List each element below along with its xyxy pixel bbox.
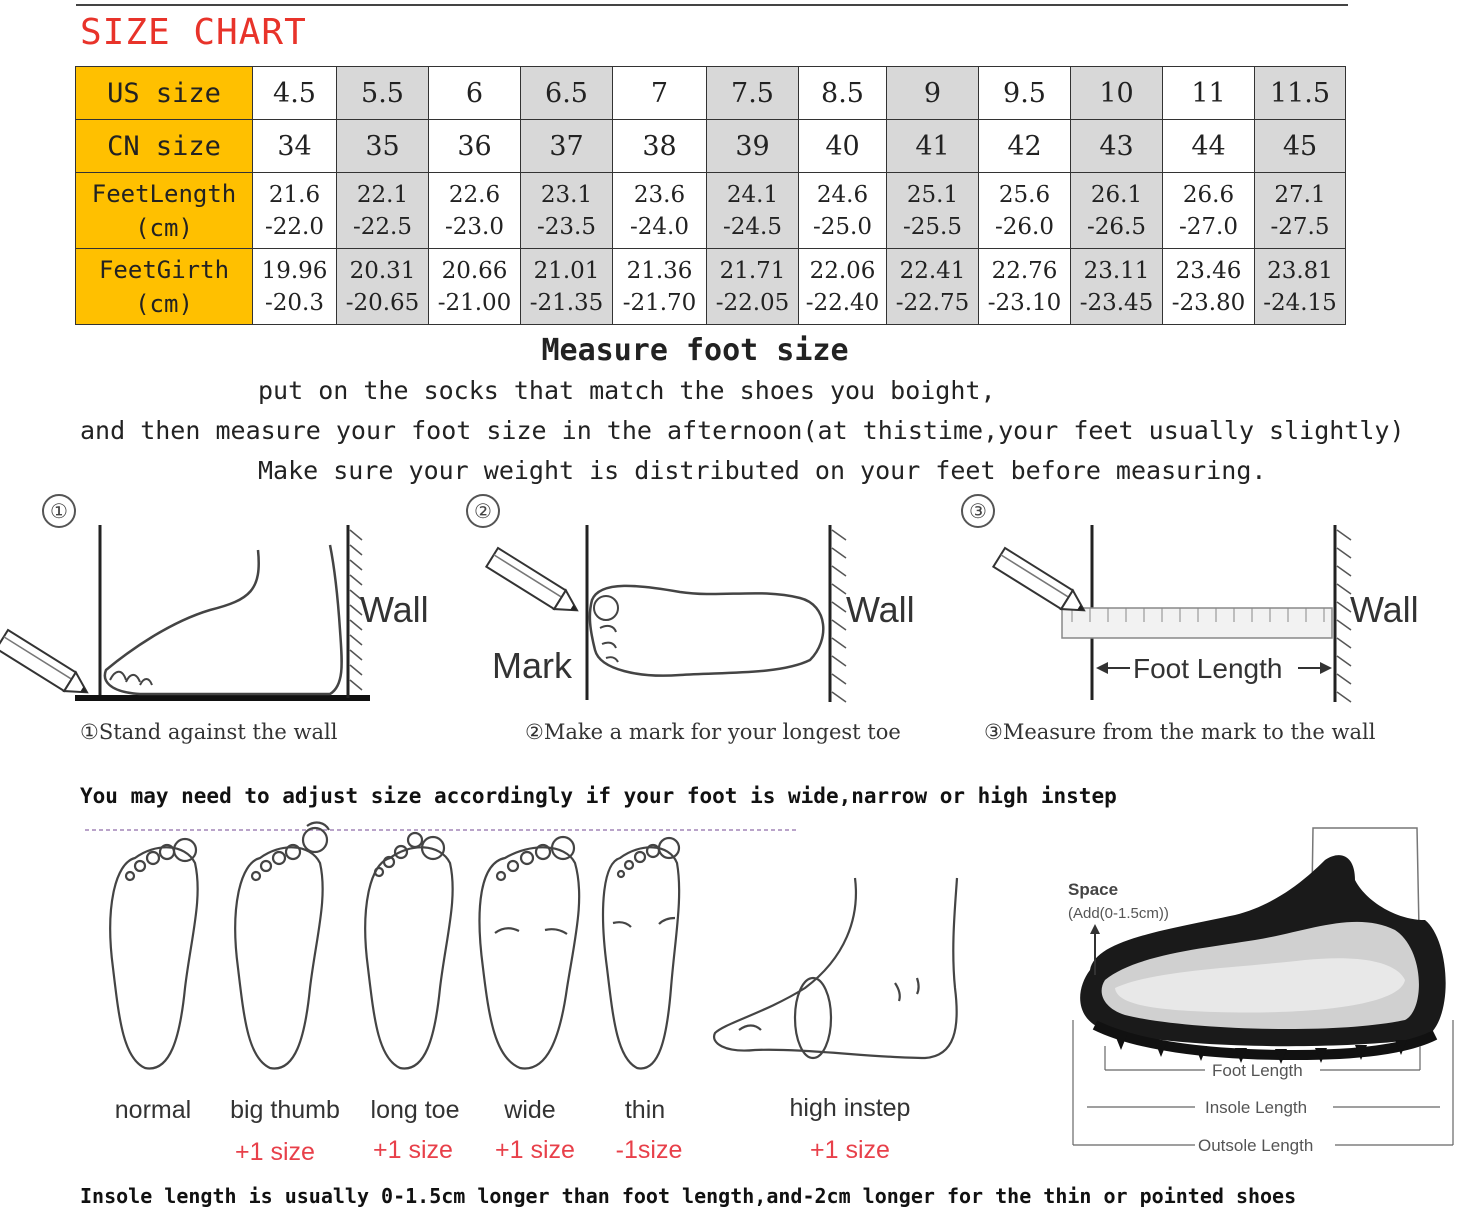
length-cell: 26.6 -27.0 [1163, 173, 1255, 249]
svg-text:Wall: Wall [846, 589, 915, 630]
foot-label-wide: wide [504, 1096, 556, 1124]
cn-cell: 45 [1255, 120, 1346, 173]
foot-size-wide: +1 size [495, 1136, 575, 1164]
length-cell: 26.1 -26.5 [1071, 173, 1163, 249]
us-cell: 6.5 [521, 67, 613, 120]
length-cell: 25.1 -25.5 [887, 173, 979, 249]
row-us-size [76, 67, 1346, 120]
foot-label-big-thumb: big thumb [230, 1096, 340, 1124]
girth-cell: 21.01 -21.35 [521, 249, 613, 325]
top-rule [76, 4, 1348, 6]
step-3-illustration [993, 525, 1418, 702]
length-cell: 25.6 -26.0 [979, 173, 1071, 249]
foot-thin [603, 838, 679, 1068]
step-3-number: ③ [961, 494, 995, 528]
row-feet-length [76, 173, 1346, 249]
foot-shapes-illustration [75, 818, 995, 1080]
size-chart-table [75, 66, 1346, 325]
cn-cell: 37 [521, 120, 613, 173]
svg-text:Wall: Wall [360, 589, 429, 630]
foot-size-thin: -1size [615, 1136, 683, 1164]
step-2-number: ② [466, 494, 500, 528]
cn-cell: 43 [1071, 120, 1163, 173]
length-cell: 21.6 -22.0 [253, 173, 337, 249]
foot-size-high-instep: +1 size [810, 1136, 890, 1164]
girth-cell: 21.71 -22.05 [707, 249, 799, 325]
foot-normal [110, 839, 197, 1068]
us-cell: 4.5 [253, 67, 337, 120]
measure-line-2: and then measure your foot size in the afternoon(at thistime,your feet usually slightly) [80, 416, 1405, 445]
foot-size-long-toe: +1 size [373, 1136, 453, 1164]
adjust-note: You may need to adjust size accordingly if your foot is wide,narrow or high instep [80, 784, 1117, 808]
us-cell: 11.5 [1255, 67, 1346, 120]
foot-big-thumb [235, 823, 329, 1069]
girth-cell: 19.96 -20.3 [253, 249, 337, 325]
girth-cell: 22.06 -22.40 [799, 249, 887, 325]
foot-label-high-instep: high instep [789, 1094, 911, 1122]
svg-text:Mark: Mark [492, 645, 572, 686]
cn-cell: 36 [429, 120, 521, 173]
us-cell: 7 [613, 67, 707, 120]
girth-cell: 22.76 -23.10 [979, 249, 1071, 325]
cn-cell: 35 [337, 120, 429, 173]
row-head-us: US size [76, 67, 253, 120]
cn-cell: 41 [887, 120, 979, 173]
us-cell: 6 [429, 67, 521, 120]
us-cell: 8.5 [799, 67, 887, 120]
girth-cell: 23.46 -23.80 [1163, 249, 1255, 325]
step-2-illustration [486, 525, 914, 702]
foot-label-normal: normal [114, 1096, 192, 1124]
length-cell: 23.1 -23.5 [521, 173, 613, 249]
step-1-caption: ①Stand against the wall [80, 720, 338, 744]
measure-title: Measure foot size [541, 333, 849, 368]
svg-text:Insole Length: Insole Length [1205, 1098, 1308, 1117]
cn-cell: 42 [979, 120, 1071, 173]
step-1-illustration [0, 525, 429, 702]
cn-cell: 38 [613, 120, 707, 173]
svg-text:Foot Length: Foot Length [1212, 1061, 1303, 1080]
us-cell: 7.5 [707, 67, 799, 120]
length-cell: 24.1 -24.5 [707, 173, 799, 249]
svg-text:Outsole Length: Outsole Length [1198, 1136, 1314, 1155]
svg-text:Space: Space [1068, 880, 1119, 899]
foot-wide [479, 837, 579, 1068]
us-cell: 11 [1163, 67, 1255, 120]
page-title: SIZE CHART [80, 12, 307, 53]
row-head-girth-line2: (cm) [135, 289, 193, 318]
length-cell: 22.1 -22.5 [337, 173, 429, 249]
row-head-length [76, 173, 253, 249]
row-head-girth-line1: FeetGirth [98, 255, 230, 284]
shoe-cross-section-illustration [1055, 820, 1455, 1165]
cn-cell: 34 [253, 120, 337, 173]
girth-cell: 23.81 -24.15 [1255, 249, 1346, 325]
us-cell: 9 [887, 67, 979, 120]
foot-size-big-thumb: +1 size [235, 1138, 315, 1166]
row-head-length-line2: (cm) [135, 213, 193, 242]
measure-steps-illustration [0, 510, 1465, 720]
foot-label-long-toe: long toe [370, 1096, 460, 1124]
svg-text:Wall: Wall [1350, 589, 1419, 630]
row-head-length-line1: FeetLength [91, 179, 237, 208]
length-cell: 23.6 -24.0 [613, 173, 707, 249]
row-head-girth [76, 249, 253, 325]
length-cell: 27.1 -27.5 [1255, 173, 1346, 249]
us-cell: 9.5 [979, 67, 1071, 120]
row-head-cn: CN size [76, 120, 253, 173]
step-1-number: ① [42, 494, 76, 528]
row-feet-girth [76, 249, 1346, 325]
cn-cell: 40 [799, 120, 887, 173]
svg-text:Foot Length: Foot Length [1133, 653, 1283, 684]
girth-cell: 21.36 -21.70 [613, 249, 707, 325]
girth-cell: 20.66 -21.00 [429, 249, 521, 325]
row-cn-size [76, 120, 1346, 173]
us-cell: 10 [1071, 67, 1163, 120]
length-cell: 22.6 -23.0 [429, 173, 521, 249]
girth-cell: 22.41 -22.75 [887, 249, 979, 325]
girth-cell: 20.31 -20.65 [337, 249, 429, 325]
us-cell: 5.5 [337, 67, 429, 120]
foot-label-thin: thin [624, 1096, 666, 1124]
footnote: Insole length is usually 0-1.5cm longer than foot length,and-2cm longer for the thin or pointed shoes [80, 1184, 1297, 1208]
cn-cell: 39 [707, 120, 799, 173]
girth-cell: 23.11 -23.45 [1071, 249, 1163, 325]
cn-cell: 44 [1163, 120, 1255, 173]
step-3-caption: ③Measure from the mark to the wall [984, 720, 1376, 744]
step-2-caption: ②Make a mark for your longest toe [525, 720, 901, 744]
svg-text:(Add(0-1.5cm)): (Add(0-1.5cm)) [1068, 905, 1169, 922]
length-cell: 24.6 -25.0 [799, 173, 887, 249]
foot-high-instep [714, 878, 957, 1058]
measure-line-3: Make sure your weight is distributed on your feet before measuring. [258, 456, 1267, 485]
measure-line-1: put on the socks that match the shoes you boight, [258, 376, 996, 405]
foot-long-toe [365, 833, 452, 1068]
